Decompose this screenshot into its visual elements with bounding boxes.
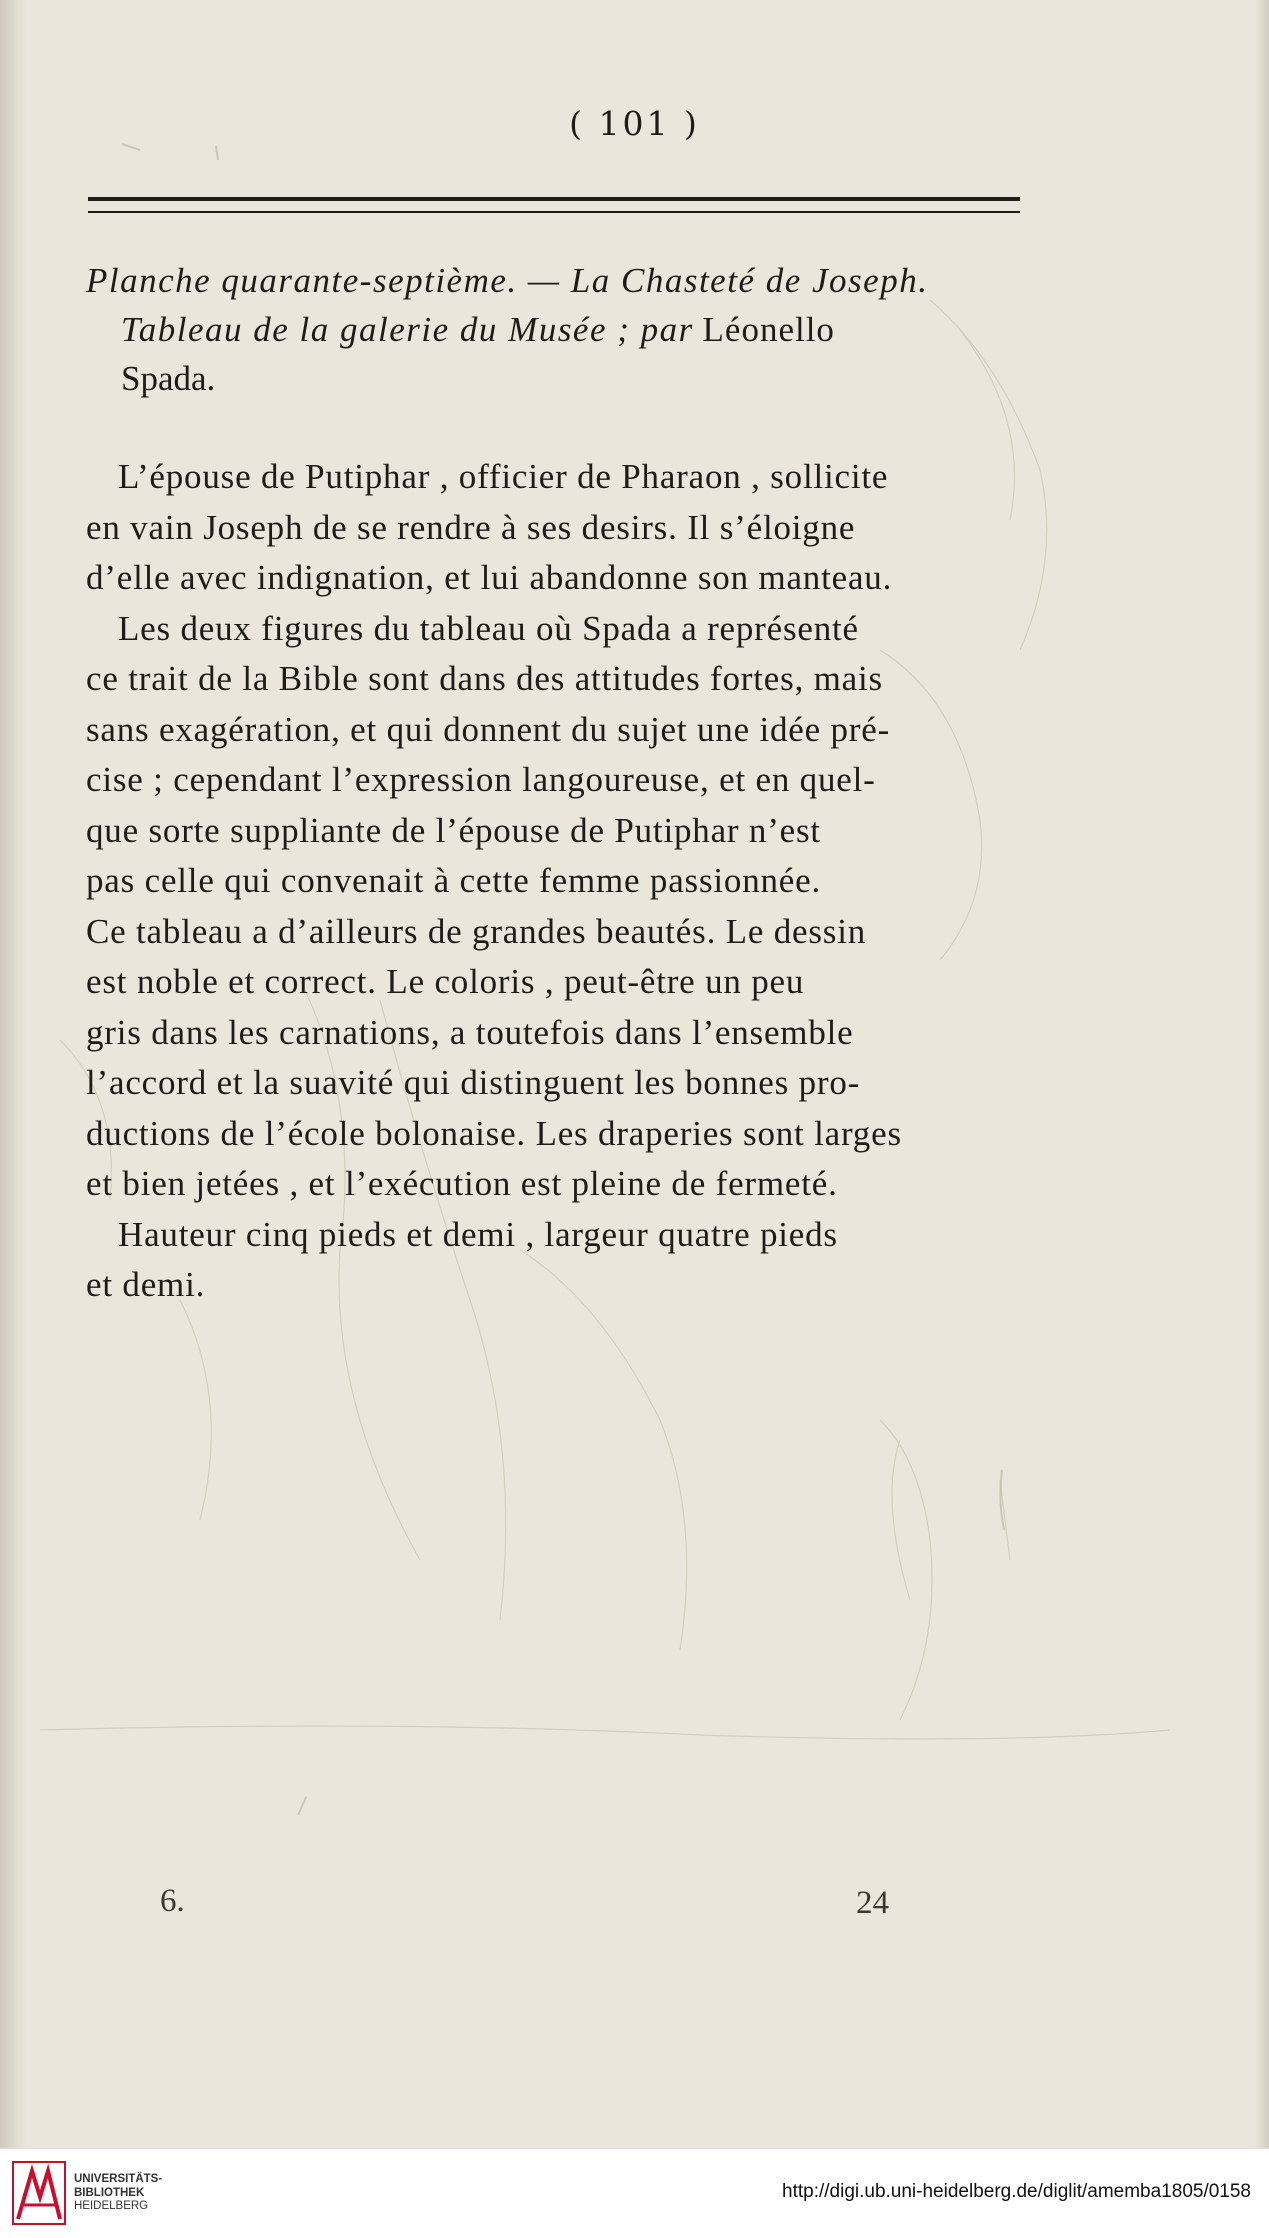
signature-mark: 6. (160, 1883, 185, 1919)
text-line: L’épouse de Putiphar , officier de Pharaon , sollicite (118, 457, 889, 496)
body-text (86, 452, 1086, 1311)
text-line: d’elle avec indignation, et lui abandonne son manteau. (86, 558, 893, 597)
library-name-line: UNIVERSITÄTS- (74, 2173, 163, 2185)
library-name[interactable] (74, 2173, 162, 2214)
text-line: cise ; cependant l’expression langoureuse, et en quel- (86, 760, 876, 799)
permalink-url[interactable]: http://digi.ub.uni-heidelberg.de/diglit/amemba1805/0158 (782, 2181, 1251, 2202)
text-line: en vain Joseph de se rendre à ses desirs. Il s’éloigne (86, 507, 856, 547)
heading-line-2: Tableau de la galerie du Musée ; par Léonello (121, 310, 835, 349)
text-line: que sorte suppliante de l’épouse de Putiphar n’est (86, 810, 821, 850)
signature-number: 24 (856, 1885, 889, 1921)
text-line: Ce tableau a d’ailleurs de grandes beautés. Le dessin (86, 911, 867, 951)
library-name-line: HEIDELBERG (74, 2200, 149, 2212)
heading-line-1: Planche quarante-septième. — La Chasteté de Joseph. (86, 261, 929, 300)
heading-line-3: Spada. (121, 359, 216, 398)
text-line: sans exagération, et qui donnent du sujet une idée pré- (86, 709, 891, 749)
paragraph-3 (86, 1210, 1086, 1311)
paragraph-1 (86, 452, 1086, 604)
text-line: ductions de l’école bolonaise. Les draperies sont larges (86, 1113, 902, 1153)
heidelberg-library-logo-icon[interactable] (12, 2161, 66, 2225)
text-line: Hauteur cinq pieds et demi , largeur quatre pieds (118, 1214, 838, 1254)
plate-heading (86, 256, 1036, 403)
text-line: est noble et correct. Le coloris , peut-être un peu (86, 962, 805, 1001)
header-rule-thick (88, 197, 1020, 201)
text-line: ce trait de la Bible sont dans des attitudes fortes, mais (86, 659, 883, 698)
paragraph-2 (86, 604, 1086, 1210)
library-name-line: BIBLIOTHEK (74, 2186, 145, 2199)
viewer-footer (0, 2148, 1269, 2238)
text-line: et demi. (86, 1265, 206, 1304)
page-number: ( 101 ) (569, 104, 700, 143)
header-rule-thin (88, 211, 1020, 213)
text-line: et bien jetées , et l’exécution est pleine de fermeté. (86, 1164, 838, 1203)
text-line: pas celle qui convenait à cette femme passionnée. (86, 861, 822, 900)
text-line: gris dans les carnations, a toutefois dans l’ensemble (86, 1012, 854, 1052)
text-line: l’accord et la suavité qui distinguent les bonnes pro- (86, 1063, 861, 1102)
text-line: Les deux figures du tableau où Spada a représenté (118, 608, 859, 648)
